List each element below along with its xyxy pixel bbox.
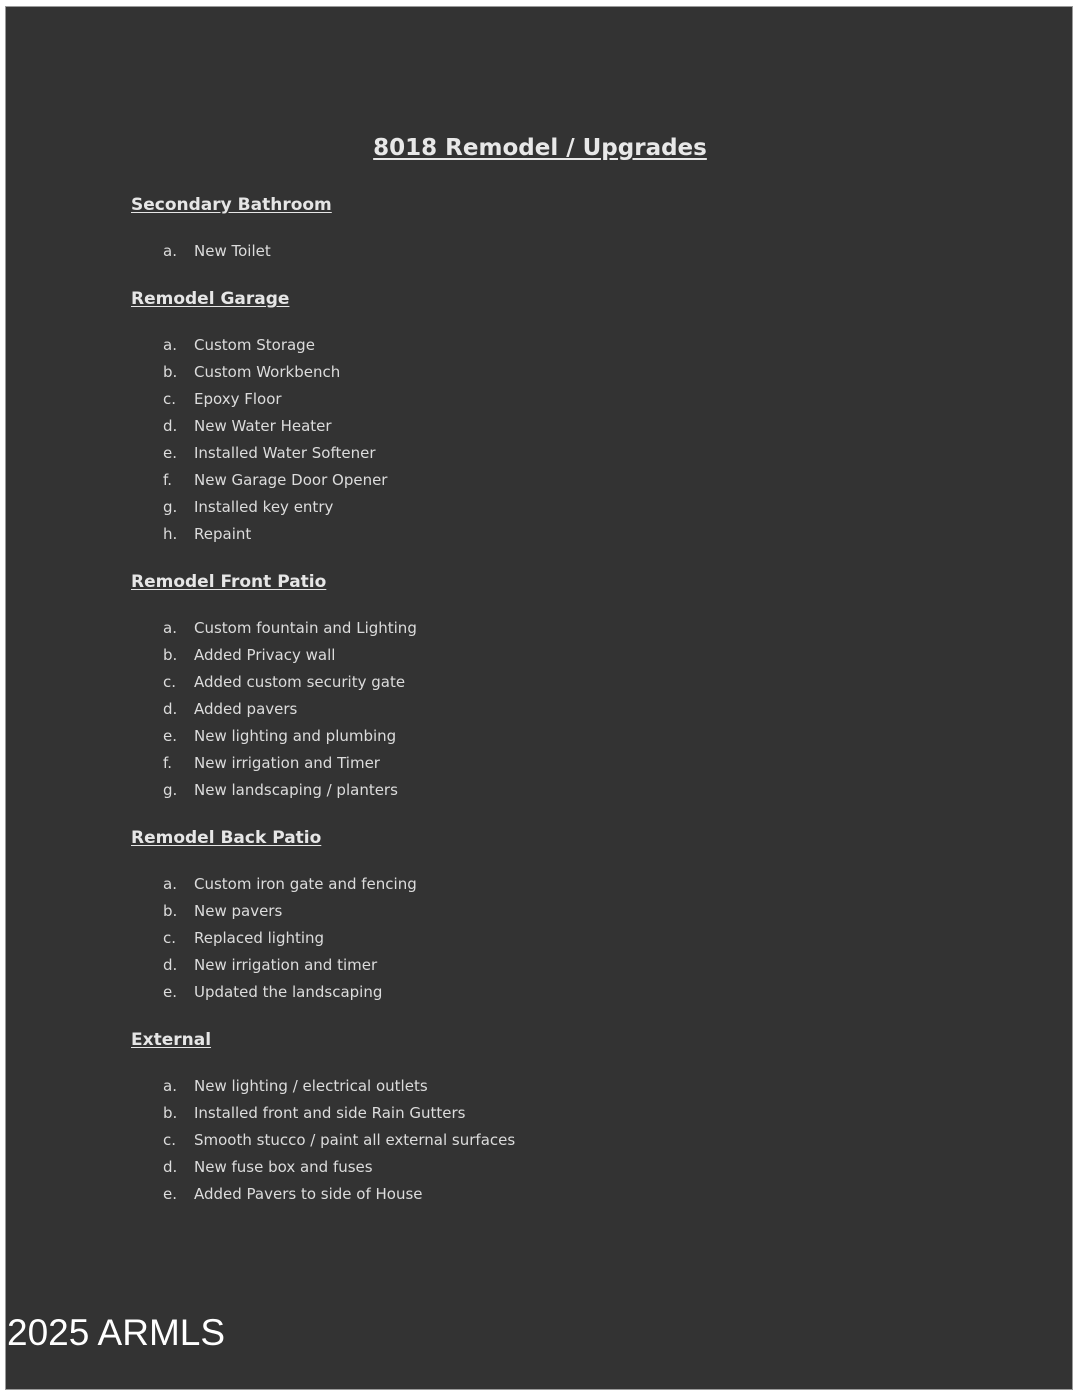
item-text: Smooth stucco / paint all external surfaces xyxy=(194,1131,516,1149)
item-list xyxy=(131,594,1031,826)
item-letter: c. xyxy=(163,673,177,691)
list-item xyxy=(131,1100,1031,1127)
item-letter: c. xyxy=(163,1131,177,1149)
list-item xyxy=(131,723,1031,750)
section-heading: Secondary Bathroom xyxy=(131,195,332,215)
list-item xyxy=(131,871,1031,898)
item-letter: d. xyxy=(163,1158,178,1176)
item-text: Custom Workbench xyxy=(194,363,341,381)
section-remodel-front-patio xyxy=(131,570,1031,826)
item-letter: f. xyxy=(163,754,172,772)
section-secondary-bathroom xyxy=(131,193,1031,287)
list-item xyxy=(131,332,1031,359)
item-letter: a. xyxy=(163,336,177,354)
list-item xyxy=(131,925,1031,952)
section-remodel-back-patio xyxy=(131,826,1031,1028)
section-heading: External xyxy=(131,1030,212,1050)
list-item xyxy=(131,642,1031,669)
item-letter: b. xyxy=(163,646,178,664)
item-text: Added Privacy wall xyxy=(194,646,336,664)
item-letter: g. xyxy=(163,781,178,799)
list-item xyxy=(131,386,1031,413)
item-text: New Water Heater xyxy=(194,417,332,435)
document-title: 8018 Remodel / Upgrades xyxy=(373,135,707,161)
item-text: New lighting / electrical outlets xyxy=(194,1077,428,1095)
item-text: Installed Water Softener xyxy=(194,444,376,462)
item-text: Replaced lighting xyxy=(194,929,325,947)
item-text: Epoxy Floor xyxy=(194,390,282,408)
list-item xyxy=(131,979,1031,1006)
item-letter: a. xyxy=(163,242,177,260)
item-letter: f. xyxy=(163,471,172,489)
item-text: Custom fountain and Lighting xyxy=(194,619,417,637)
list-item xyxy=(131,1127,1031,1154)
item-text: Added pavers xyxy=(194,700,298,718)
list-item xyxy=(131,669,1031,696)
list-item xyxy=(131,440,1031,467)
item-text: New landscaping / planters xyxy=(194,781,398,799)
item-list xyxy=(131,311,1031,570)
list-item xyxy=(131,952,1031,979)
item-letter: a. xyxy=(163,619,177,637)
item-letter: b. xyxy=(163,902,178,920)
list-item xyxy=(131,521,1031,548)
item-list xyxy=(131,217,1031,287)
item-text: New irrigation and timer xyxy=(194,956,378,974)
list-item xyxy=(131,696,1031,723)
list-item xyxy=(131,615,1031,642)
item-letter: d. xyxy=(163,956,178,974)
section-heading: Remodel Back Patio xyxy=(131,828,322,848)
list-item xyxy=(131,898,1031,925)
document-page xyxy=(5,6,1073,1390)
section-heading: Remodel Garage xyxy=(131,289,290,309)
item-text: Added custom security gate xyxy=(194,673,406,691)
item-letter: e. xyxy=(163,983,177,1001)
item-text: Custom iron gate and fencing xyxy=(194,875,417,893)
section-container xyxy=(131,193,1031,1230)
item-text: Custom Storage xyxy=(194,336,315,354)
watermark-text: 2025 ARMLS xyxy=(7,1312,226,1353)
item-letter: c. xyxy=(163,929,177,947)
list-item xyxy=(131,467,1031,494)
item-text: New lighting and plumbing xyxy=(194,727,397,745)
list-item xyxy=(131,238,1031,265)
list-item xyxy=(131,777,1031,804)
item-text: Installed front and side Rain Gutters xyxy=(194,1104,466,1122)
item-text: New irrigation and Timer xyxy=(194,754,380,772)
item-letter: e. xyxy=(163,1185,177,1203)
item-letter: d. xyxy=(163,700,178,718)
item-text: Installed key entry xyxy=(194,498,334,516)
section-remodel-garage xyxy=(131,287,1031,570)
item-list xyxy=(131,1052,1031,1230)
section-heading: Remodel Front Patio xyxy=(131,572,327,592)
item-letter: e. xyxy=(163,444,177,462)
item-letter: b. xyxy=(163,363,178,381)
item-text: Updated the landscaping xyxy=(194,983,383,1001)
list-item xyxy=(131,750,1031,777)
item-letter: a. xyxy=(163,1077,177,1095)
list-item xyxy=(131,1154,1031,1181)
list-item xyxy=(131,1181,1031,1208)
list-item xyxy=(131,494,1031,521)
item-letter: e. xyxy=(163,727,177,745)
section-external xyxy=(131,1028,1031,1230)
item-letter: c. xyxy=(163,390,177,408)
item-letter: d. xyxy=(163,417,178,435)
item-text: New Toilet xyxy=(194,242,271,260)
item-list xyxy=(131,850,1031,1028)
item-letter: g. xyxy=(163,498,178,516)
item-text: Repaint xyxy=(194,525,252,543)
item-letter: b. xyxy=(163,1104,178,1122)
list-item xyxy=(131,1073,1031,1100)
item-letter: a. xyxy=(163,875,177,893)
item-text: Added Pavers to side of House xyxy=(194,1185,423,1203)
item-text: New pavers xyxy=(194,902,283,920)
item-text: New fuse box and fuses xyxy=(194,1158,373,1176)
item-letter: h. xyxy=(163,525,178,543)
list-item xyxy=(131,359,1031,386)
item-text: New Garage Door Opener xyxy=(194,471,388,489)
list-item xyxy=(131,413,1031,440)
